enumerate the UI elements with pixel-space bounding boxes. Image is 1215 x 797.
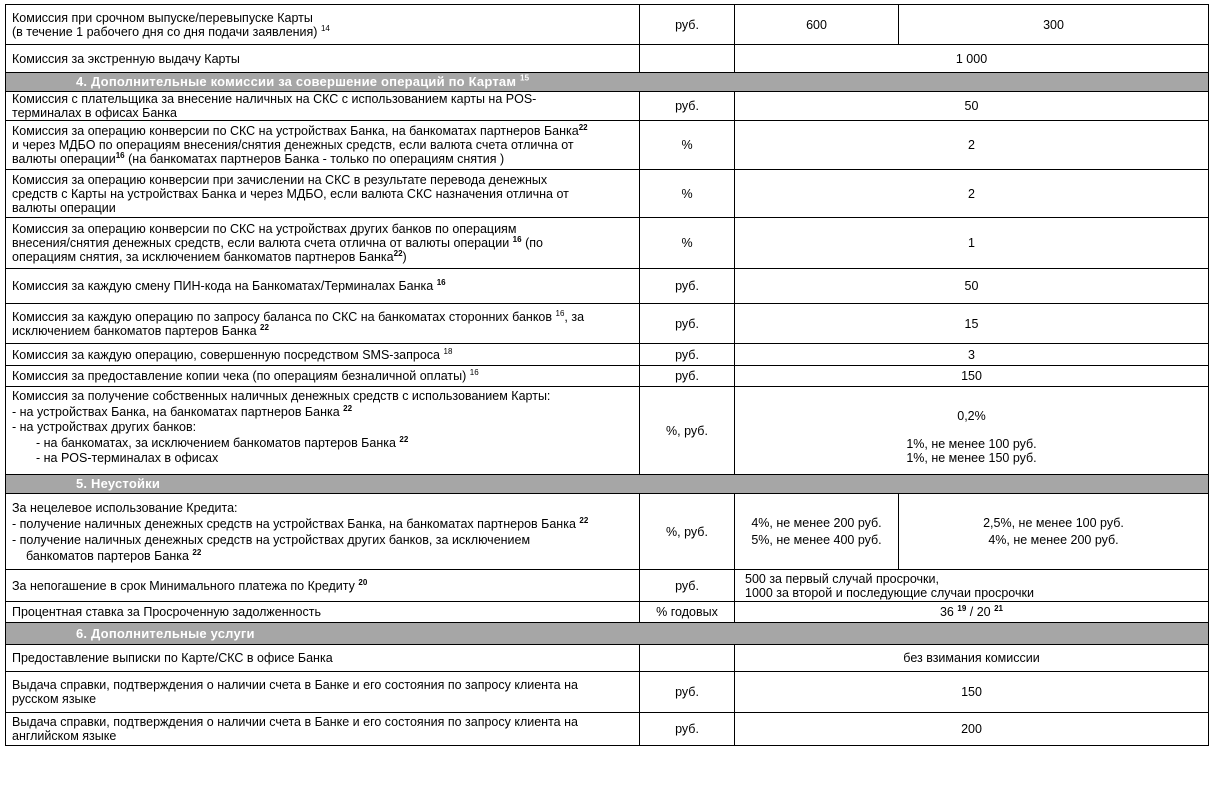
description-line: банкоматов партеров Банка (26, 548, 189, 563)
description-line: (в течение 1 рабочего дня со дня подачи заявления) (12, 24, 318, 39)
section-title: 4. Дополнительные комиссии за совершение операций по Картам (76, 74, 517, 89)
row-description (6, 494, 640, 570)
unit-cell: руб. (640, 366, 735, 387)
unit-cell: руб. (640, 269, 735, 304)
description-line: - на POS-терминалах в офисах (36, 451, 219, 465)
row-description (6, 344, 640, 366)
value-line: 1%, не менее 100 руб. (906, 437, 1037, 451)
footnote-ref: 19 (957, 603, 967, 613)
value-cell (899, 494, 1209, 570)
section-header-6 (6, 623, 1209, 645)
row-cash-deposit-pos (6, 92, 1209, 121)
description-line: исключением банкоматов партеров Банка (12, 323, 257, 338)
description-line: - на банкоматах, за исключением банкоматов партеров Банка (36, 435, 396, 450)
value-cell (735, 494, 899, 570)
value-line: 0,2% (957, 409, 986, 423)
row-own-cash (6, 387, 1209, 475)
description-line: Комиссия за каждую смену ПИН-кода на Банкоматах/Терминалах Банка (12, 279, 434, 293)
footnote-ref: 22 (393, 248, 403, 258)
value-line: 1%, не менее 150 руб. (906, 451, 1037, 465)
description-line: За нецелевое использование Кредита: (12, 500, 238, 515)
footnote-ref: 22 (343, 403, 353, 413)
tariff-table (5, 4, 1209, 746)
description-line: и через МДБО по операциям внесения/снятия денежных средств, если валюта счета отлична от (12, 138, 574, 152)
description-line: - получение наличных денежных средств на устройствах Банка, на банкоматах партнеров Банка (12, 516, 576, 531)
description-line: - получение наличных денежных средств на устройствах других банков, за исключением (12, 532, 531, 547)
value-cell: 600 (735, 5, 899, 45)
unit-cell: % (640, 170, 735, 218)
row-description (6, 269, 640, 304)
unit-cell: руб. (640, 672, 735, 713)
description-line: Комиссия с плательщика за внесение наличных на СКС с использованием карты на POS- (12, 92, 537, 106)
row-pin-change (6, 269, 1209, 304)
footnote-ref: 22 (260, 322, 269, 332)
footnote-ref: 22 (579, 515, 589, 525)
row-certificate-ru (6, 672, 1209, 713)
value-line: 4%, не менее 200 руб. (751, 515, 882, 530)
row-description (6, 92, 640, 121)
description-line: ) (402, 250, 407, 264)
row-balance-request (6, 304, 1209, 344)
unit-cell: руб. (640, 570, 735, 602)
footnote-ref: 16 (555, 308, 565, 318)
description-line: (на банкоматах партнеров Банка - только по операциям снятия ) (128, 152, 505, 166)
section-header-4 (6, 73, 1209, 92)
unit-cell: руб. (640, 713, 735, 746)
row-conversion-other-banks (6, 218, 1209, 269)
description-line: - на устройствах Банка, на банкоматах партнеров Банка (12, 404, 340, 419)
description-line: Комиссия за каждую операцию, совершенную посредством SMS-запроса (12, 347, 441, 362)
description-line: Комиссия за предоставление копии чека (по операциям безналичной оплаты) (12, 369, 467, 383)
description-line: валюты операции (12, 152, 116, 166)
value-cell: 3 (735, 344, 1209, 366)
value-cell: 150 (735, 366, 1209, 387)
footnote-ref: 14 (320, 23, 330, 33)
row-conversion-transfer (6, 170, 1209, 218)
row-conversion-atm (6, 121, 1209, 170)
value-cell: 50 (735, 269, 1209, 304)
footnote-ref: 16 (436, 277, 446, 287)
value-cell (735, 602, 1209, 623)
value-cell: 1 000 (735, 45, 1209, 73)
footnote-ref: 16 (115, 150, 125, 160)
footnote-ref: 16 (469, 367, 479, 377)
row-description (6, 366, 640, 387)
value-cell: 1 (735, 218, 1209, 269)
row-statement (6, 645, 1209, 672)
value-cell: 50 (735, 92, 1209, 121)
description-line: внесения/снятия денежных средств, если валюта счета отлична от валюты операции (12, 236, 510, 250)
row-misuse-credit (6, 494, 1209, 570)
value-cell: 2 (735, 121, 1209, 170)
row-description (6, 387, 640, 475)
footnote-ref: 16 (512, 234, 522, 244)
unit-cell: руб. (640, 344, 735, 366)
value-line: 4%, не менее 200 руб. (988, 532, 1119, 547)
value-line: 2,5%, не менее 100 руб. (983, 515, 1124, 530)
row-min-payment (6, 570, 1209, 602)
description-line: Комиссия при срочном выпуске/перевыпуске Карты (12, 10, 313, 25)
value-line: 36 (939, 605, 954, 619)
value-line: 5%, не менее 400 руб. (751, 532, 882, 547)
description-line: Комиссия за операцию конверсии при зачислении на СКС в результате перевода денежных (12, 172, 548, 187)
value-cell: 15 (735, 304, 1209, 344)
description-line: терминалах в офисах Банка (12, 106, 177, 120)
value-cell (735, 570, 1209, 602)
section-header-5 (6, 475, 1209, 494)
value-cell: 2 (735, 170, 1209, 218)
row-certificate-en (6, 713, 1209, 746)
value-line: 1000 за второй и последующие случаи просрочки (745, 585, 1034, 600)
row-description (6, 304, 640, 344)
section-title: 5. Неустойки (6, 475, 1209, 494)
footnote-ref: 22 (578, 122, 588, 132)
value-cell: 200 (735, 713, 1209, 746)
description-line: Комиссия за получение собственных наличных денежных средств с использованием Карты: (12, 389, 551, 403)
value-cell: 150 (735, 672, 1209, 713)
description-line: Выдача справки, подтверждения о наличии счета в Банке и его состояния по запросу клиента на (12, 715, 578, 729)
row-description (6, 672, 640, 713)
description-line: русском языке (12, 692, 97, 706)
unit-cell (640, 645, 735, 672)
row-description: Комиссия за экстренную выдачу Карты (6, 45, 640, 73)
footnote-ref: 21 (994, 603, 1004, 613)
unit-cell: % (640, 218, 735, 269)
footnote-ref: 15 (519, 73, 530, 83)
footnote-ref: 18 (443, 346, 453, 356)
row-description: Процентная ставка за Просроченную задолженность (6, 602, 640, 623)
description-line: английском языке (12, 729, 117, 743)
value-cell: без взимания комиссии (735, 645, 1209, 672)
row-description (6, 5, 640, 45)
value-line: 500 за первый случай просрочки, (745, 571, 939, 586)
footnote-ref: 22 (399, 434, 409, 444)
description-line: валюты операции (12, 200, 116, 215)
unit-cell: %, руб. (640, 387, 735, 475)
footnote-ref: 22 (192, 547, 202, 557)
row-overdue-rate (6, 602, 1209, 623)
row-description (6, 713, 640, 746)
row-description (6, 218, 640, 269)
unit-cell: руб. (640, 304, 735, 344)
unit-cell (640, 45, 735, 73)
value-line: / 20 (969, 605, 991, 619)
row-description (6, 121, 640, 170)
row-description: Предоставление выписки по Карте/СКС в офисе Банка (6, 645, 640, 672)
description-line: Комиссия за операцию конверсии по СКС на устройствах других банков по операциям (12, 222, 517, 236)
unit-cell: % (640, 121, 735, 170)
unit-cell: % годовых (640, 602, 735, 623)
description-line: За непогашение в срок Минимального платежа по Кредиту (12, 578, 355, 593)
row-urgent-issue (6, 5, 1209, 45)
description-line: (по (525, 236, 543, 250)
description-line: Комиссия за каждую операцию по запросу баланса по СКС на банкоматах сторонних банков (12, 309, 553, 324)
description-line: средств с Карты на устройствах Банка и через МДБО, если валюта СКС назначения отлична от (12, 186, 569, 201)
row-description (6, 170, 640, 218)
value-cell: 300 (899, 5, 1209, 45)
unit-cell: руб. (640, 92, 735, 121)
unit-cell: %, руб. (640, 494, 735, 570)
description-line: - на устройствах других банков: (12, 420, 197, 434)
row-express-delivery (6, 45, 1209, 73)
description-line: Выдача справки, подтверждения о наличии счета в Банке и его состояния по запросу клиента на (12, 678, 578, 692)
value-cell (735, 387, 1209, 475)
footnote-ref: 20 (358, 577, 368, 587)
section-title: 6. Дополнительные услуги (6, 623, 1209, 645)
row-sms-operation (6, 344, 1209, 366)
description-line: Комиссия за операцию конверсии по СКС на устройствах Банка, на банкоматах партнеров Банка (12, 124, 579, 138)
unit-cell: руб. (640, 5, 735, 45)
description-line: , за (564, 309, 585, 324)
description-line: операциям снятия, за исключением банкоматов партнеров Банка (12, 250, 394, 264)
row-description (6, 570, 640, 602)
row-receipt-copy (6, 366, 1209, 387)
